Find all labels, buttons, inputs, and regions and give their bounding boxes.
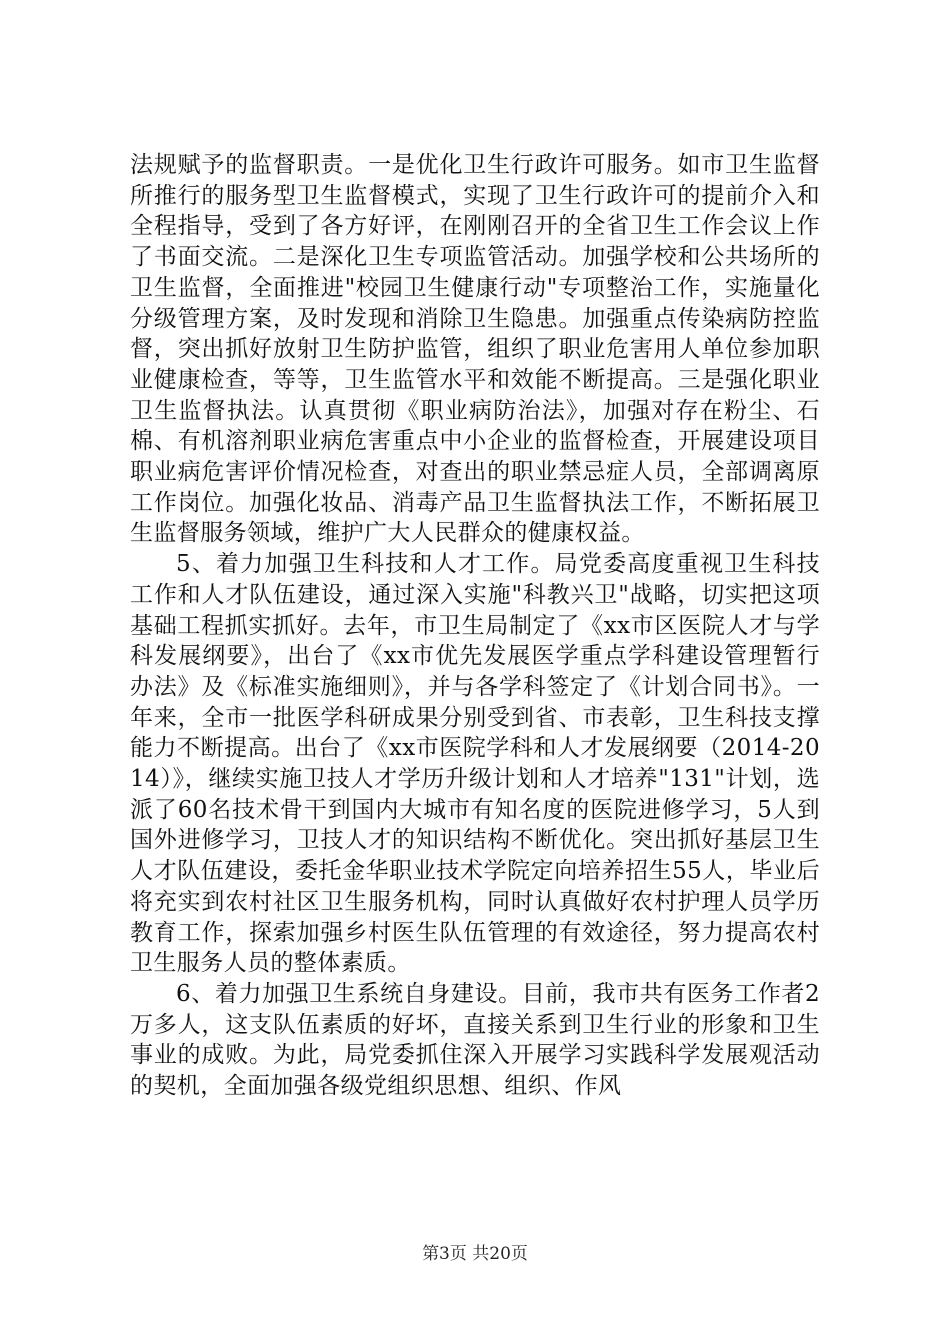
paragraph-1: 法规赋予的监督职责。一是优化卫生行政许可服务。如市卫生监督所推行的服务型卫生监督模式，实现了卫生行政许可的提前介入和全程指导，受到了各方好评，在刚刚召开的全省卫生工作会议上作了书面交流。二是深化卫生专项监管活动。加强学校和公共场所的卫生监督，全面推进"校园卫生健康行动"专项整治工作，实施量化分级管理方案，及时发现和消除卫生隐患。加强重点传染病防控监督，突出抓好放射卫生防护监管，组织了职业危害用人单位参加职业健康检查，等等，卫生监管水平和效能不断提高。三是强化职业卫生监督执法。认真贯彻《职业病防治法》，加强对存在粉尘、石棉、有机溶剂职业病危害重点中小企业的监督检查，开展建设项目职业病危害评价情况检查，对查出的职业禁忌症人员，全部调离原工作岗位。加强化妆品、消毒产品卫生监督执法工作，不断拓展卫生监督服务领域，维护广大人民群众的健康权益。 xyxy=(130,152,820,547)
document-body xyxy=(130,150,820,1102)
paragraph-2: 5、着力加强卫生科技和人才工作。局党委高度重视卫生科技工作和人才队伍建设，通过深入实施"科教兴卫"战略，切实把这项基础工程抓实抓好。去年，市卫生局制定了《xx市区医院人才与学科发展纲要》，出台了《xx市优先发展医学重点学科建设管理暂行办法》及《标准实施细则》，并与各学科签定了《计划合同书》。一年来，全市一批医学科研成果分别受到省、市表彰，卫生科技支撑能力不断提高。出台了《xx市医院学科和人才发展纲要（2014-2014）》，继续实施卫技人才学历升级计划和人才培养"131"计划，选派了60名技术骨干到国内大城市有知名度的医院进修学习，5人到国外进修学习，卫技人才的知识结构不断优化。突出抓好基层卫生人才队伍建设，委托金华职业技术学院定向培养招生55人，毕业后将充实到农村社区卫生服务机构，同时认真做好农村护理人员学历教育工作，探索加强乡村医生队伍管理的有效途径，努力提高农村卫生服务人员的整体素质。 xyxy=(130,551,820,977)
page-footer: 第3页 共20页 xyxy=(422,1244,528,1264)
paragraph-3: 6、着力加强卫生系统自身建设。目前，我市共有医务工作者2万多人，这支队伍素质的好坏，直接关系到卫生行业的形象和卫生事业的成败。为此，局党委抓住深入开展学习实践科学发展观活动的契机，全面加强各级党组织思想、组织、作风 xyxy=(130,980,820,1100)
